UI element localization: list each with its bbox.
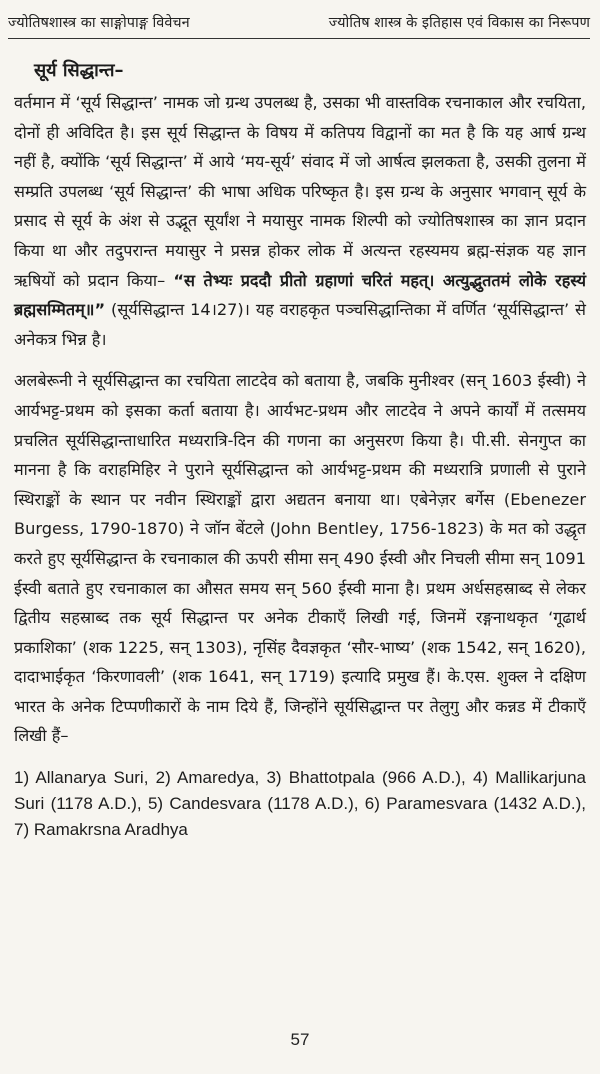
sanskrit-verse-quote: “स तेभ्यः प्रददौ प्रीतो ग्रहाणां चरितं महत्। अत्युद्भुततमं लोके रहस्यं ब्रह्मसम्मितम्॥” [14, 270, 586, 320]
paragraph-1 [14, 88, 586, 354]
page-number: 57 [290, 1030, 310, 1049]
paragraph-1-text: वर्तमान में ‘सूर्य सिद्धान्त’ नामक जो ग्रन्थ उपलब्ध है, उसका भी वास्तविक रचनाकाल और रचयिता, दोनों ही अविदित है। इस सूर्य सिद्धान्त के विषय में कतिपय विद्वानों का मत है कि यह आर्ष ग्रन्थ नहीं है, क्योंकि ‘सूर्य सिद्धान्त’ में आये ‘मय-सूर्य’ संवाद में जो आर्षत्व झलकता है, उसकी तुलना में सम्प्रति उपलब्ध ‘सूर्य सिद्धान्त’ की भाषा अधिक परिष्कृत है। इस ग्रन्थ के अनुसार भगवान् सूर्य के प्रसाद से सूर्य के अंश से उद्भूत सूर्यांश ने मयासुर नामक शिल्पी को ज्योतिषशास्त्र का ज्ञान प्रदान किया था और तदुपरान्त मयासुर ने प्रसन्न होकर लोक में अत्यन्त रहस्यमय ब्रह्म-संज्ञक यह ज्ञान ऋषियों को प्रदान किया– [14, 93, 587, 290]
running-header [8, 10, 590, 34]
section-heading: सूर्य सिद्धान्त– [34, 60, 124, 81]
paragraph-2: अलबेरूनी ने सूर्यसिद्धान्त का रचयिता लाटदेव को बताया है, जबकि मुनीश्वर (सन् 1603 ईस्वी) ने आर्यभट्ट-प्रथम को इसका कर्ता बताया है। आर्यभट-प्रथम और लाटदेव ने अपने कार्यों में तत्समय प्रचलित सूर्यसिद्धान्ताधारित मध्यरात्रि-दिन की गणना का अनुसरण किया है। पी.सी. सेनगुप्त का मानना है कि वराहमिहिर ने पुराने सूर्यसिद्धान्त को आर्यभट्ट-प्रथम की मध्यरात्रि प्रणाली से पुराने स्थिराङ्कों के स्थान पर नवीन स्थिराङ्कों द्वारा अद्यतन बनाया था। एबेनेज़र बर्गेस (Ebenezer Burgess, 1790-1870) ने जॉन बेंटले (John Bentley, 1756-1823) के मत को उद्धृत करते हुए सूर्यसिद्धान्त के रचनाकाल की ऊपरी सीमा सन् 490 ईस्वी और निचली सीमा सन् 1091 ईस्वी बताते हुए रचनाकाल का औसत समय सन् 560 ईस्वी माना है। प्रथम अर्धसहस्राब्द से लेकर द्वितीय सहस्राब्द तक सूर्य सिद्धान्त पर अनेक टीकाएँ लिखी गई, जिनमें रङ्गनाथकृत ‘गूढार्थ प्रकाशिका’ (शक 1225, सन् 1303), नृसिंह दैवज्ञकृत ‘सौर-भाष्य’ (शक 1542, सन् 1620), दादाभाईकृत ‘किरणावली’ (शक 1641, सन् 1719) इत्यादि प्रमुख हैं। के.एस. शुक्ल ने दक्षिण भारत के अनेक टिप्पणीकारों के नाम दिये हैं, जिन्होंने सूर्यसिद्धान्त पर तेलुगु और कन्नड में टीकाएँ लिखी हैं– [14, 371, 586, 746]
paragraph-1-citation: (सूर्यसिद्धान्त 14।27)। यह वराहकृत पञ्चसिद्धान्तिका में वर्णित ‘सूर्यसिद्धान्त’ से अनेकत्र भिन्न है। [14, 300, 586, 349]
header-right-title: ज्योतिष शास्त्र के इतिहास एवं विकास का निरूपण [328, 15, 590, 31]
header-left-title: ज्योतिषशास्त्र का साङ्गोपाङ्ग विवेचन [8, 15, 190, 31]
header-rule [8, 38, 590, 39]
commentators-list: 1) Allanarya Suri, 2) Amaredya, 3) Bhattotpala (966 A.D.), 4) Mallikarjuna Suri (1178 A.D.), 5) Candesvara (1178 A.D.), 6) Paramesvara (1432 A.D.), 7) Ramakrsna Aradhya [14, 768, 586, 840]
page-body [14, 56, 586, 843]
